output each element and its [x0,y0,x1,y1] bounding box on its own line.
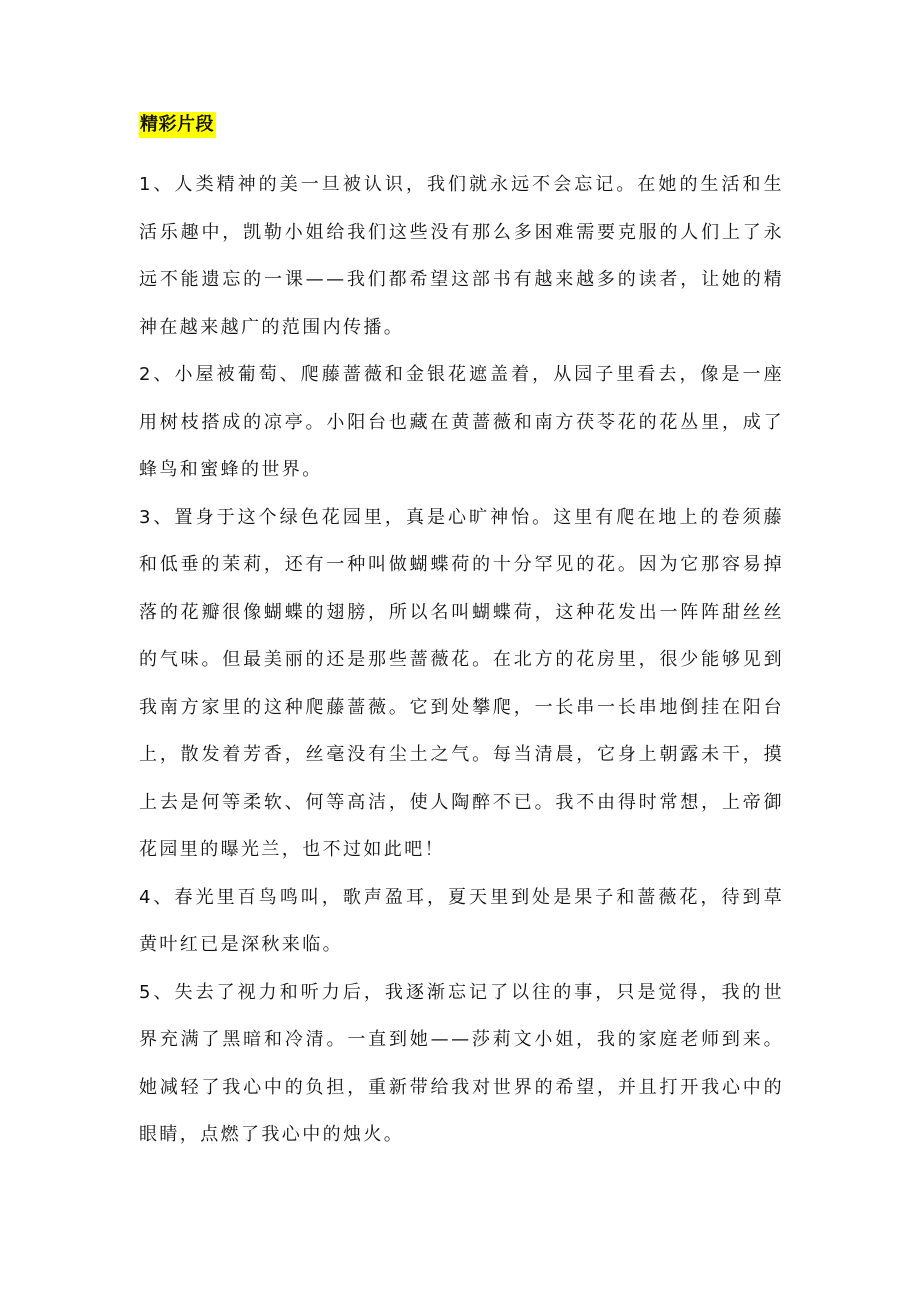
paragraph-1: 1、人类精神的美一旦被认识，我们就永远不会忘记。在她的生活和生活乐趣中，凯勒小姐给我们这些没有那么多困难需要克服的人们上了永远不能遗忘的一课——我们都希望这部书有越来越多的读者，让她的精神在越来越广的范围内传播。 [139,174,784,338]
section-heading: 精彩片段 [139,112,216,138]
paragraph-3: 3、置身于这个绿色花园里，真是心旷神怡。这里有爬在地上的卷须藤和低垂的茉莉，还有一种叫做蝴蝶荷的十分罕见的花。因为它那容易掉落的花瓣很像蝴蝶的翅膀，所以名叫蝴蝶荷，这种花发出一阵阵甜丝丝的气味。但最美丽的还是那些蔷薇花。在北方的花房里，很少能够见到我南方家里的这种爬藤蔷薇。它到处攀爬，一长串一长串地倒挂在阳台上，散发着芳香，丝毫没有尘土之气。每当清晨，它身上朝露未干，摸上去是何等柔软、何等高洁，使人陶醉不已。我不由得时常想，上帝御花园里的曝光兰，也不过如此吧！ [139,506,784,860]
paragraph-5: 5、失去了视力和听力后，我逐渐忘记了以往的事，只是觉得，我的世界充满了黑暗和冷清。一直到她——莎莉文小姐，我的家庭老师到来。她减轻了我心中的负担，重新带给我对世界的希望，并且打开我心中的眼睛，点燃了我心中的烛火。 [139,981,784,1145]
paragraph-2: 2、小屋被葡萄、爬藤蔷薇和金银花遮盖着，从园子里看去，像是一座用树枝搭成的凉亭。小阳台也藏在黄蔷薇和南方茯苓花的花丛里，成了蜂鸟和蜜蜂的世界。 [139,364,784,480]
paragraph-4: 4、春光里百鸟鸣叫，歌声盈耳，夏天里到处是果子和蔷薇花，待到草黄叶红已是深秋来临。 [139,886,784,955]
document-body [139,112,784,1159]
